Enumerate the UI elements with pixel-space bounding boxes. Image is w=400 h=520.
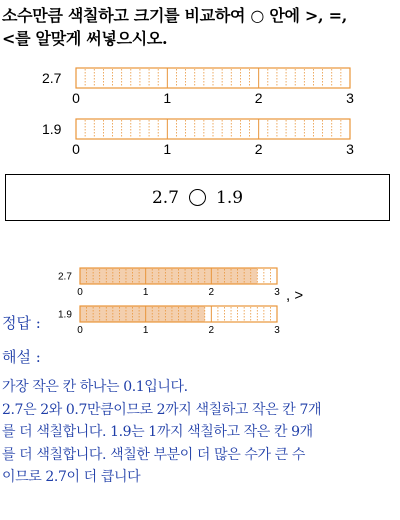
bar-label: 1.9 <box>58 309 72 321</box>
answer-bar-1-9 <box>0 302 400 334</box>
axis-tick-label: 1 <box>163 90 172 106</box>
bar-label: 2.7 <box>42 70 62 86</box>
explanation-text <box>2 376 400 489</box>
number-bar-1-9 <box>0 115 400 157</box>
bar-svg <box>0 115 400 157</box>
question-text <box>2 4 398 50</box>
compare-circle[interactable] <box>189 189 206 206</box>
explanation-label: 해설 : <box>2 348 41 366</box>
comparison-box <box>5 174 390 221</box>
answer-symbol: , > <box>286 287 304 304</box>
explanation-line: 를 더 색칠합니다. 1.9는 1까지 색칠하고 작은 칸 9개 <box>2 424 313 440</box>
bar-label: 1.9 <box>42 121 62 137</box>
bar-svg <box>0 64 400 106</box>
axis-tick-label: 2 <box>208 325 215 334</box>
axis-tick-label: 0 <box>72 90 80 106</box>
explanation-line: 를 더 색칠합니다. 색칠한 부분이 더 많은 수가 큰 수 <box>2 446 305 463</box>
explanation-line: 2.7은 2와 0.7만큼이므로 2까지 색칠하고 작은 칸 7개 <box>2 401 322 418</box>
answer-bar-2-7 <box>0 264 400 296</box>
bar-svg <box>0 264 400 296</box>
axis-tick-label: 0 <box>77 325 83 334</box>
bar-fill <box>80 306 205 322</box>
axis-tick-label: 2 <box>254 90 263 106</box>
axis-tick-label: 1 <box>142 287 149 296</box>
axis-tick-label: 3 <box>346 90 354 106</box>
compare-right-value: 1.9 <box>216 187 244 208</box>
bar-svg <box>0 302 400 334</box>
axis-tick-label: 2 <box>254 141 263 157</box>
question-line-2: <를 알맞게 써넣으시오. <box>2 29 168 48</box>
bar-label: 2.7 <box>58 271 72 283</box>
axis-tick-label: 2 <box>208 287 215 296</box>
answer-label: 정답 : <box>2 314 41 332</box>
explanation-line: 이므로 2.7이 더 큽니다 <box>2 469 141 485</box>
axis-tick-label: 0 <box>77 287 83 296</box>
axis-tick-label: 3 <box>274 287 280 296</box>
axis-tick-label: 1 <box>142 325 149 334</box>
axis-tick-label: 3 <box>274 325 280 334</box>
number-bar-2-7 <box>0 64 400 106</box>
axis-tick-label: 3 <box>346 141 354 157</box>
compare-left-value: 2.7 <box>151 187 179 208</box>
question-line-1: 소수만큼 색칠하고 크기를 비교하여 ○ 안에 >, =, <box>2 6 347 25</box>
explanation-line: 가장 작은 칸 하나는 0.1입니다. <box>2 379 188 395</box>
axis-tick-label: 1 <box>163 141 172 157</box>
axis-tick-label: 0 <box>72 141 80 157</box>
